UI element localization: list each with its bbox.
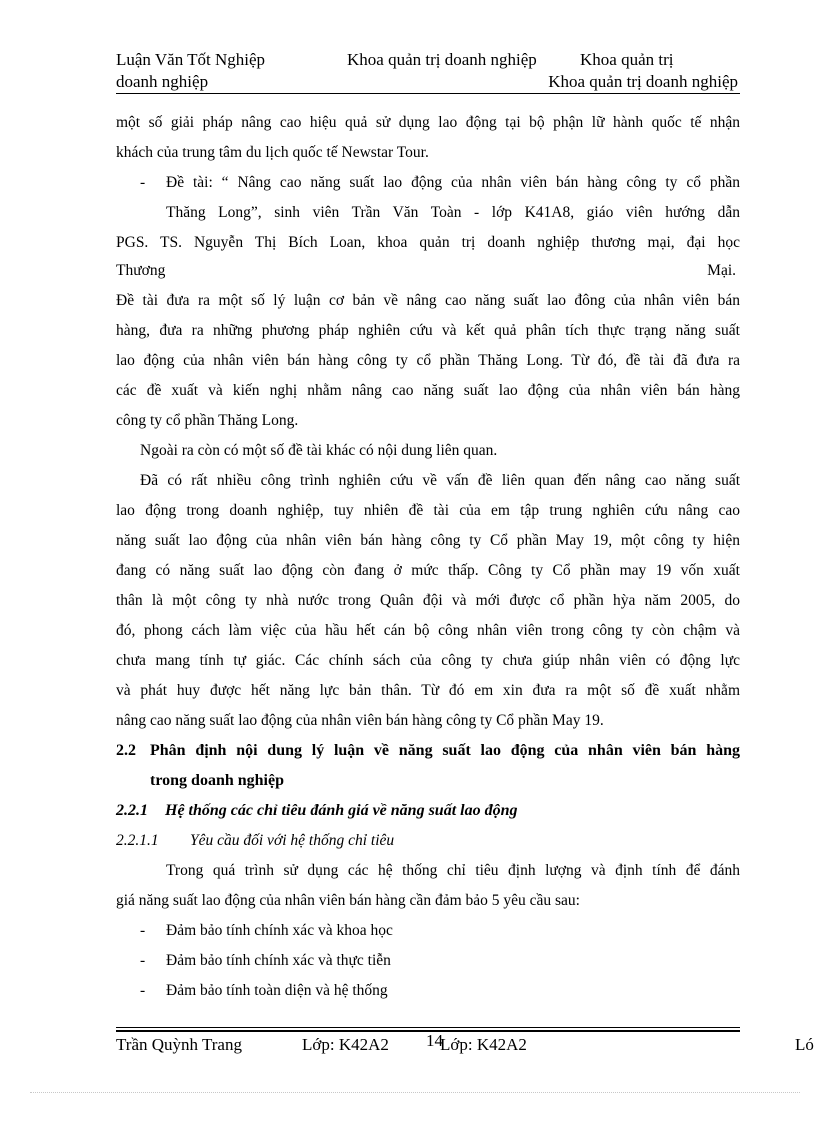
para3-line7: chưa mang tính tự giác. Các chính sách của công ty chưa giúp nhân viên có động lực	[116, 652, 740, 669]
req-dash-1: -	[140, 922, 146, 939]
header-rule	[116, 93, 740, 94]
footer-class-3: Ló	[795, 1035, 814, 1054]
footer-page-number: 14	[426, 1031, 443, 1050]
header-center-top: Khoa quản trị doanh nghiệp	[347, 50, 537, 69]
footer-class-1: Lớp: K42A2	[302, 1035, 389, 1054]
para3-line5: thân là một công ty nhà nước trong Quân đội và mới được cổ phần hỳa năm 2005, do	[116, 592, 740, 609]
para3-line6: đó, phong cách làm việc của hầu hết cán bộ công nhân viên trong công ty còn chậm và	[116, 622, 740, 639]
para3-line1: Đã có rất nhiều công trình nghiên cứu về vấn đề liên quan đến nâng cao năng suất	[140, 472, 740, 489]
footer-rule-top	[116, 1027, 740, 1028]
subsub-number: 2.2.1.1	[116, 832, 159, 849]
bullet-dash: -	[140, 174, 146, 191]
para3-line8: và phát huy được hết năng lực bản thân. Từ đó em xin đưa ra một số đề xuất nhằm	[116, 682, 740, 699]
header-right-bottom: Khoa quản trị doanh nghiệp	[548, 72, 738, 91]
subsection-title: Hệ thống các chỉ tiêu đánh giá về năng suất lao động	[165, 802, 518, 819]
bullet1-line1: Đề tài: “ Nâng cao năng suất lao động của nhân viên bán hàng công ty cổ phần	[166, 174, 740, 191]
footer-author: Trần Quỳnh Trang	[116, 1035, 242, 1054]
body-line-2: khách của trung tâm du lịch quốc tế Newstar Tour.	[116, 144, 429, 161]
req-dash-2: -	[140, 952, 146, 969]
bullet1-line2: Thăng Long”, sinh viên Trần Văn Toàn - lớp K41A8, giáo viên hướng dẫn	[166, 204, 740, 221]
para3-line2: lao động trong doanh nghiệp, tuy nhiên đề tài của em tập trung nghiên cứu nâng cao	[116, 502, 740, 519]
req-item-1: Đảm bảo tính chính xác và khoa học	[166, 922, 393, 939]
bullet1-line4-left: Thương	[116, 262, 166, 279]
footer-class-2: Lớp: K42A2	[440, 1035, 527, 1054]
para4-line2: giá năng suất lao động của nhân viên bán hàng cần đảm bảo 5 yêu cầu sau:	[116, 892, 580, 909]
para3-line4: đang có năng suất lao động còn đang ở mức thấp. Công ty Cổ phần may 19 vốn xuất	[116, 562, 740, 579]
para4-line1: Trong quá trình sử dụng các hệ thống chỉ tiêu định lượng và định tính để đánh	[166, 862, 740, 879]
header-left-top: Luận Văn Tốt Nghiệp	[116, 50, 266, 69]
header-left-bottom: doanh nghiệp	[116, 72, 209, 91]
section-number: 2.2	[116, 742, 136, 759]
bullet1-line3: PGS. TS. Nguyễn Thị Bích Loan, khoa quản trị doanh nghiệp thương mại, đại học	[116, 234, 740, 251]
para1-line5: công ty cổ phần Thăng Long.	[116, 412, 299, 429]
para1-line2: hàng, đưa ra những phương pháp nghiên cứu và kết quả phân tích thực trạng năng suất	[116, 322, 740, 339]
subsub-title: Yêu cầu đối với hệ thống chỉ tiêu	[190, 832, 395, 849]
bullet1-line4-right: Mại.	[707, 262, 736, 279]
req-dash-3: -	[140, 982, 146, 999]
section-title-line1: Phân định nội dung lý luận về năng suất lao động của nhân viên bán hàng	[150, 742, 740, 759]
req-item-3: Đảm bảo tính toàn diện và hệ thống	[166, 982, 388, 999]
subsection-number: 2.2.1	[116, 802, 148, 819]
para3-line3: năng suất lao động của nhân viên bán hàng công ty Cổ phần May 19, một công ty hiện	[116, 532, 740, 549]
para1-line1: Đề tài đưa ra một số lý luận cơ bản về nâng cao năng suất lao đông của nhân viên bán	[116, 292, 740, 309]
para3-line9: nâng cao năng suất lao động của nhân viên bán hàng công ty Cổ phần May 19.	[116, 712, 604, 729]
body-line-1: một số giải pháp nâng cao hiệu quả sử dụng lao động tại bộ phận lữ hành quốc tế nhận	[116, 114, 740, 131]
para1-line4: các đề xuất và kiến nghị nhằm nâng cao năng suất lao động của nhân viên bán hàng	[116, 382, 740, 399]
page-bottom-border	[30, 1092, 800, 1093]
header-right-top: Khoa quản trị	[580, 50, 674, 69]
section-title-line2: trong doanh nghiệp	[150, 772, 284, 789]
para2: Ngoài ra còn có một số đề tài khác có nội dung liên quan.	[140, 442, 498, 459]
para1-line3: lao động của nhân viên bán hàng công ty cổ phần Thăng Long. Từ đó, đề tài đã đưa ra	[116, 352, 740, 369]
req-item-2: Đảm bảo tính chính xác và thực tiễn	[166, 952, 391, 969]
